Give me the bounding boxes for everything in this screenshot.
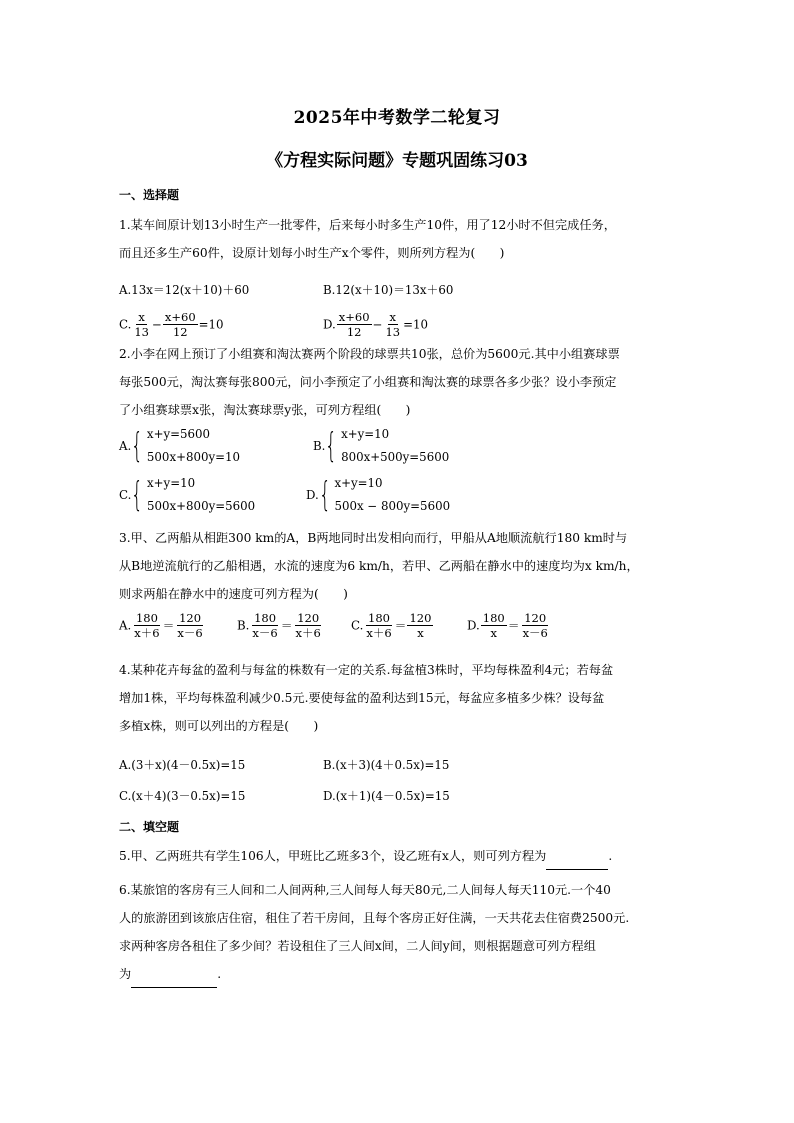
q2-option-d: D. { x+y=10 500x − 800y=5600	[306, 475, 451, 515]
fraction: $\frac{x+60}{12}$	[164, 310, 196, 339]
q2-line3: 了小组赛球票x张，淘汰赛球票y张，可列方程组( )	[119, 403, 411, 417]
question-6	[119, 876, 679, 988]
answer-blank	[546, 855, 608, 870]
q1-line1: 1.某车间原计划13小时生产一批零件，后来每小时多生产10件，用了12小时不但完成任务，	[119, 218, 616, 232]
q3-line3: 则求两船在静水中的速度可列方程为( )	[119, 587, 348, 601]
fraction: $\frac{120}{x+6}$	[295, 611, 321, 640]
q1-option-d: D. $\frac{x+60}{12}$ − $\frac{x}{13}$ =10	[323, 310, 428, 339]
q3-line2: 从B地逆流航行的乙船相遇，水流的速度为6 km/h，若甲、乙两船在静水中的速度均为x km/h，	[119, 559, 639, 573]
section-fill-heading: 二、填空题	[119, 820, 180, 834]
q4-option-b: B.(x＋3)(4＋0.5x)=15	[323, 758, 450, 772]
fraction: $\frac{120}{x-6}$	[522, 611, 548, 640]
q3-option-a: A. $\frac{180}{x+6}$ ＝ $\frac{120}{x-6}$	[119, 611, 203, 640]
fraction: $\frac{120}{x-6}$	[177, 611, 203, 640]
question-4	[119, 656, 679, 740]
q4-line2: 增加1株，平均每株盈利减少0.5元.要使每盆的盈利达到15元，每盆应多植多少株？设每盆	[119, 691, 605, 705]
q2-line1: 2.小李在网上预订了小组赛和淘汰赛两个阶段的球票共10张，总价为5600元.其中小组赛球票	[119, 347, 620, 361]
q4-option-a: A.(3＋x)(4－0.5x)=15	[119, 758, 246, 772]
question-1	[119, 211, 679, 267]
question-3	[119, 524, 679, 608]
q4-line1: 4.某种花卉每盆的盈利与每盆的株数有一定的关系.每盆植3株时，平均每株盈利4元；若每盆	[119, 663, 614, 677]
question-5: 5.甲、乙两班共有学生106人，甲班比乙班多3个，设乙班有x人，则可列方程为 .	[119, 842, 679, 870]
fraction: $\frac{x}{13}$	[385, 310, 401, 339]
brace-symbol: {	[325, 426, 338, 466]
brace-symbol: {	[318, 475, 331, 515]
q2-option-c: C. { x+y=10 500x+800y=5600	[119, 475, 256, 515]
q1-option-b: B.12(x＋10)＝13x＋60	[323, 283, 454, 297]
section-choice-heading: 一、选择题	[119, 188, 180, 202]
fraction: $\frac{x+60}{12}$	[338, 310, 370, 339]
fraction: $\frac{180}{x-6}$	[252, 611, 278, 640]
title-line2: 《方程实际问题》专题巩固练习03	[266, 151, 528, 171]
q3-line1: 3.甲、乙两船从相距300 km的A，B两地同时出发相向而行，甲船从A地顺流航行180 km时与	[119, 531, 628, 545]
q3-option-d: D. $\frac{180}{x}$ ＝ $\frac{120}{x-6}$	[467, 611, 548, 640]
fraction: $\frac{x}{13}$	[134, 310, 149, 339]
q4-option-d: D.(x＋1)(4－0.5x)=15	[323, 789, 450, 803]
q2-option-a: A. { x+y=5600 500x+800y=10	[119, 426, 241, 466]
q6-line3: 求两种客房各租住了多少间？若设租住了三人间x间，二人间y间，则根据题意可列方程组	[119, 939, 596, 953]
fraction: $\frac{120}{x}$	[409, 611, 432, 640]
q6-line4: 为 .	[119, 960, 679, 988]
brace-symbol: {	[131, 426, 144, 466]
fraction: $\frac{180}{x}$	[482, 611, 505, 640]
answer-blank	[131, 973, 217, 988]
title-line1: 2025年中考数学二轮复习	[293, 108, 501, 128]
question-2	[119, 340, 679, 424]
fraction: $\frac{180}{x+6}$	[134, 611, 160, 640]
q1-option-c: C. $\frac{x}{13}$ − $\frac{x+60}{12}$ =10	[119, 310, 224, 339]
q3-option-b: B. $\frac{180}{x-6}$ ＝ $\frac{120}{x+6}$	[237, 611, 321, 640]
q4-line3: 多植x株，则可以列出的方程是( )	[119, 719, 319, 733]
q3-option-c: C. $\frac{180}{x+6}$ ＝ $\frac{120}{x}$	[351, 611, 432, 640]
q1-option-a: A.13x＝12(x＋10)＋60	[119, 283, 250, 297]
q1-line2: 而且还多生产60件，设原计划每小时生产x个零件，则所列方程为( )	[119, 246, 505, 260]
q2-line2: 每张500元，淘汰赛每张800元，问小李预定了小组赛和淘汰赛的球票各多少张？设小李预定	[119, 375, 617, 389]
q6-line1: 6.某旅馆的客房有三人间和二人间两种,三人间每人每天80元,二人间每人每天110元.一个40	[119, 883, 611, 897]
q2-option-b: B. { x+y=10 800x+500y=5600	[313, 426, 450, 466]
brace-symbol: {	[131, 475, 144, 515]
fraction: $\frac{180}{x+6}$	[366, 611, 392, 640]
q4-option-c: C.(x＋4)(3－0.5x)=15	[119, 789, 246, 803]
q6-line2: 人的旅游团到该旅店住宿，租住了若干房间，且每个客房正好住满，一天共花去住宿费2500元.	[119, 911, 630, 925]
